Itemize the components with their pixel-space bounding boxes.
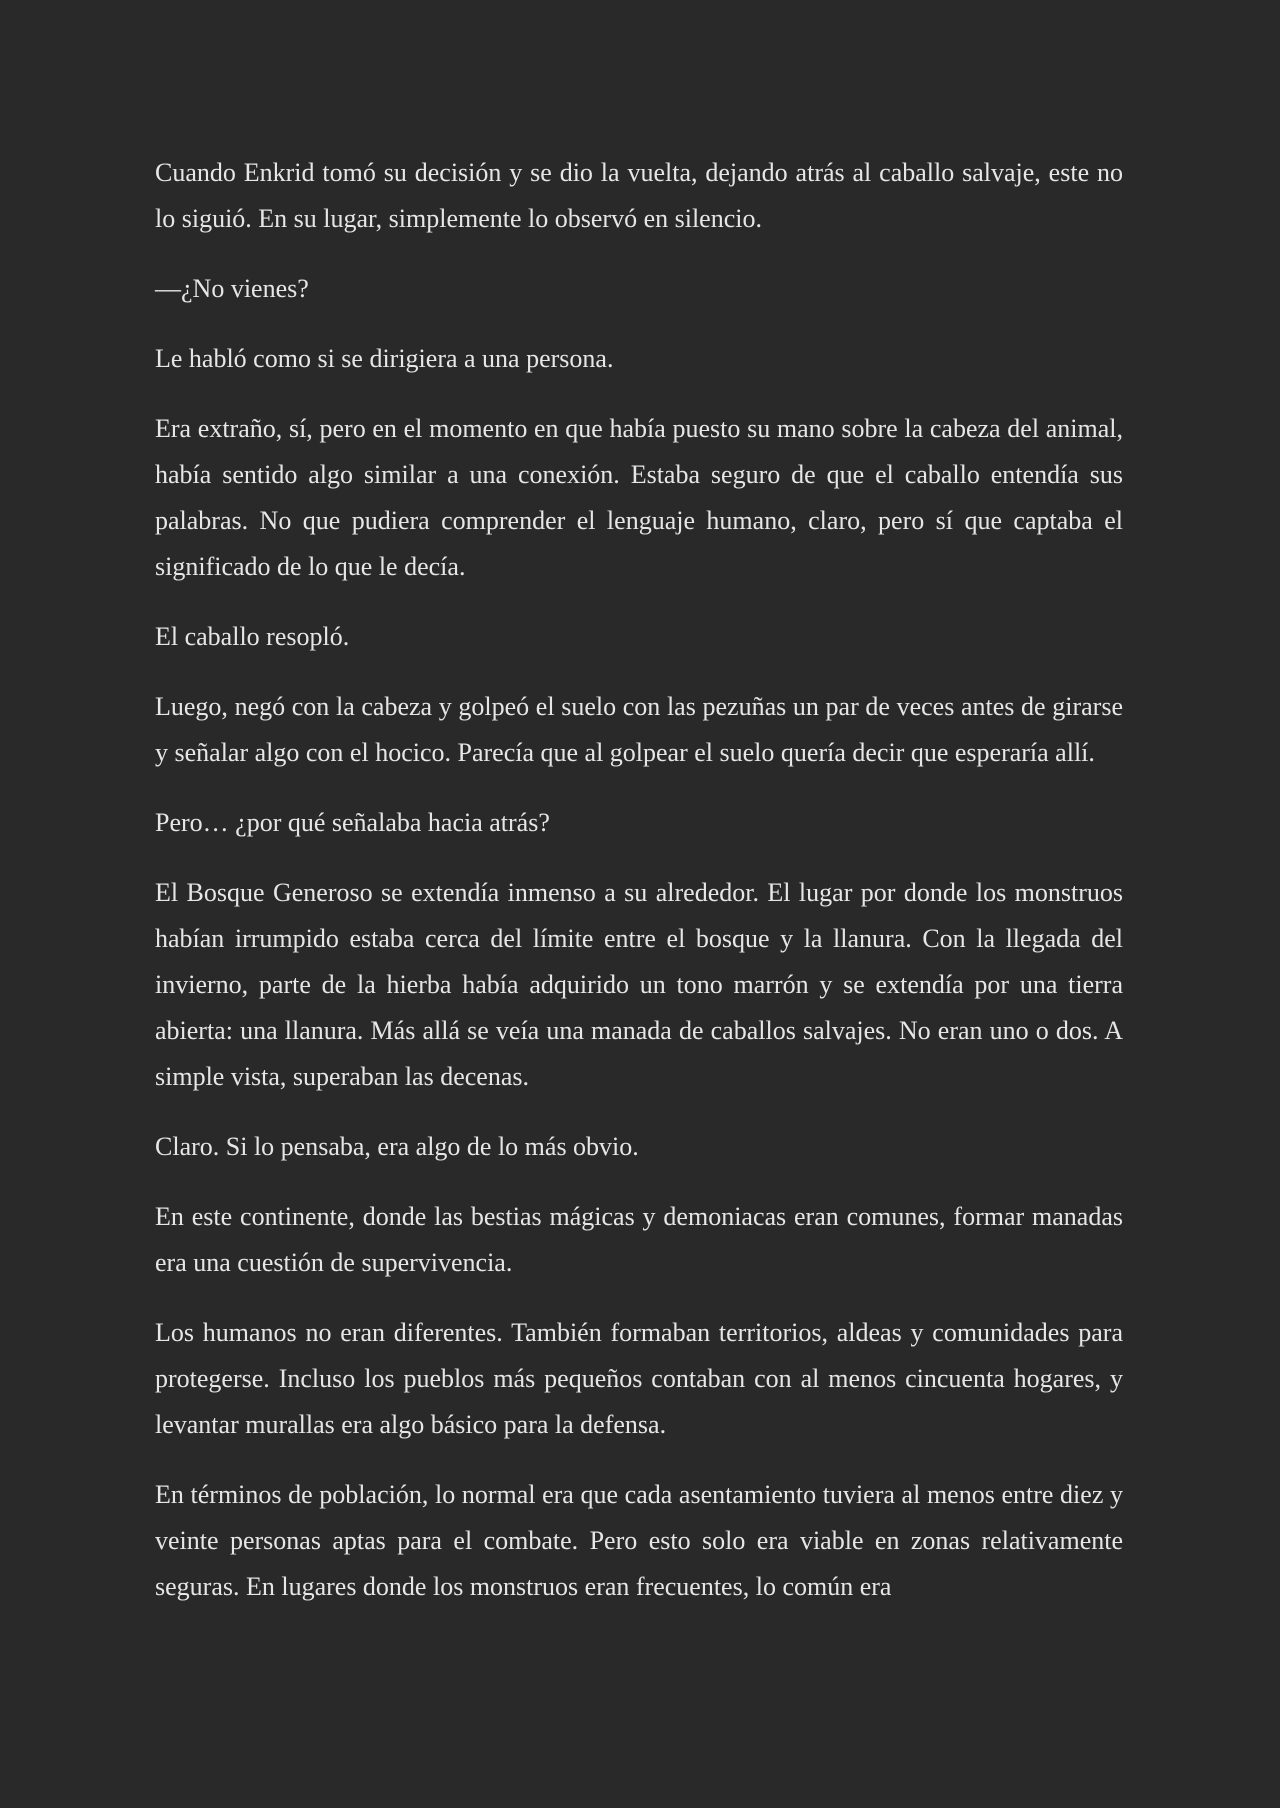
dialogue-line: —¿No vienes? xyxy=(155,274,309,303)
paragraph: En términos de población, lo normal era que cada asentamiento tuviera al menos entre diez y veinte personas aptas para el combate. Pero esto solo era viable en zonas relativamente seguras. En lugares donde los monstruos eran frecuentes, lo común era xyxy=(155,1480,1123,1601)
paragraph: En este continente, donde las bestias mágicas y demoniacas eran comunes, formar manadas era una cuestión de supervivencia. xyxy=(155,1202,1123,1277)
paragraph: Los humanos no eran diferentes. También formaban territorios, aldeas y comunidades para protegerse. Incluso los pueblos más pequeños contaban con al menos cincuenta hogares, y levantar murallas era algo básico para la defensa. xyxy=(155,1318,1123,1439)
paragraph: Cuando Enkrid tomó su decisión y se dio la vuelta, dejando atrás al caballo salvaje, este no lo siguió. En su lugar, simplemente lo observó en silencio. xyxy=(155,158,1123,233)
paragraph: Era extraño, sí, pero en el momento en que había puesto su mano sobre la cabeza del animal, había sentido algo similar a una conexión. Estaba seguro de que el caballo entendía sus palabras. No que pudiera comprender el lenguaje humano, claro, pero sí que captaba el significado de lo que le decía. xyxy=(155,414,1123,581)
paragraph: Le habló como si se dirigiera a una persona. xyxy=(155,344,614,373)
paragraph: Luego, negó con la cabeza y golpeó el suelo con las pezuñas un par de veces antes de girarse y señalar algo con el hocico. Parecía que al golpear el suelo quería decir que esperaría allí. xyxy=(155,692,1123,767)
paragraph: El Bosque Generoso se extendía inmenso a su alrededor. El lugar por donde los monstruos habían irrumpido estaba cerca del límite entre el bosque y la llanura. Con la llegada del invierno, parte de la hierba había adquirido un tono marrón y se extendía por una tierra abierta: una llanura. Más allá se veía una manada de caballos salvajes. No eran uno o dos. A simple vista, superaban las decenas. xyxy=(155,878,1123,1091)
paragraph: Pero… ¿por qué señalaba hacia atrás? xyxy=(155,808,550,837)
chapter-text xyxy=(155,150,1123,1634)
paragraph: El caballo resopló. xyxy=(155,622,350,651)
paragraph: Claro. Si lo pensaba, era algo de lo más obvio. xyxy=(155,1132,639,1161)
